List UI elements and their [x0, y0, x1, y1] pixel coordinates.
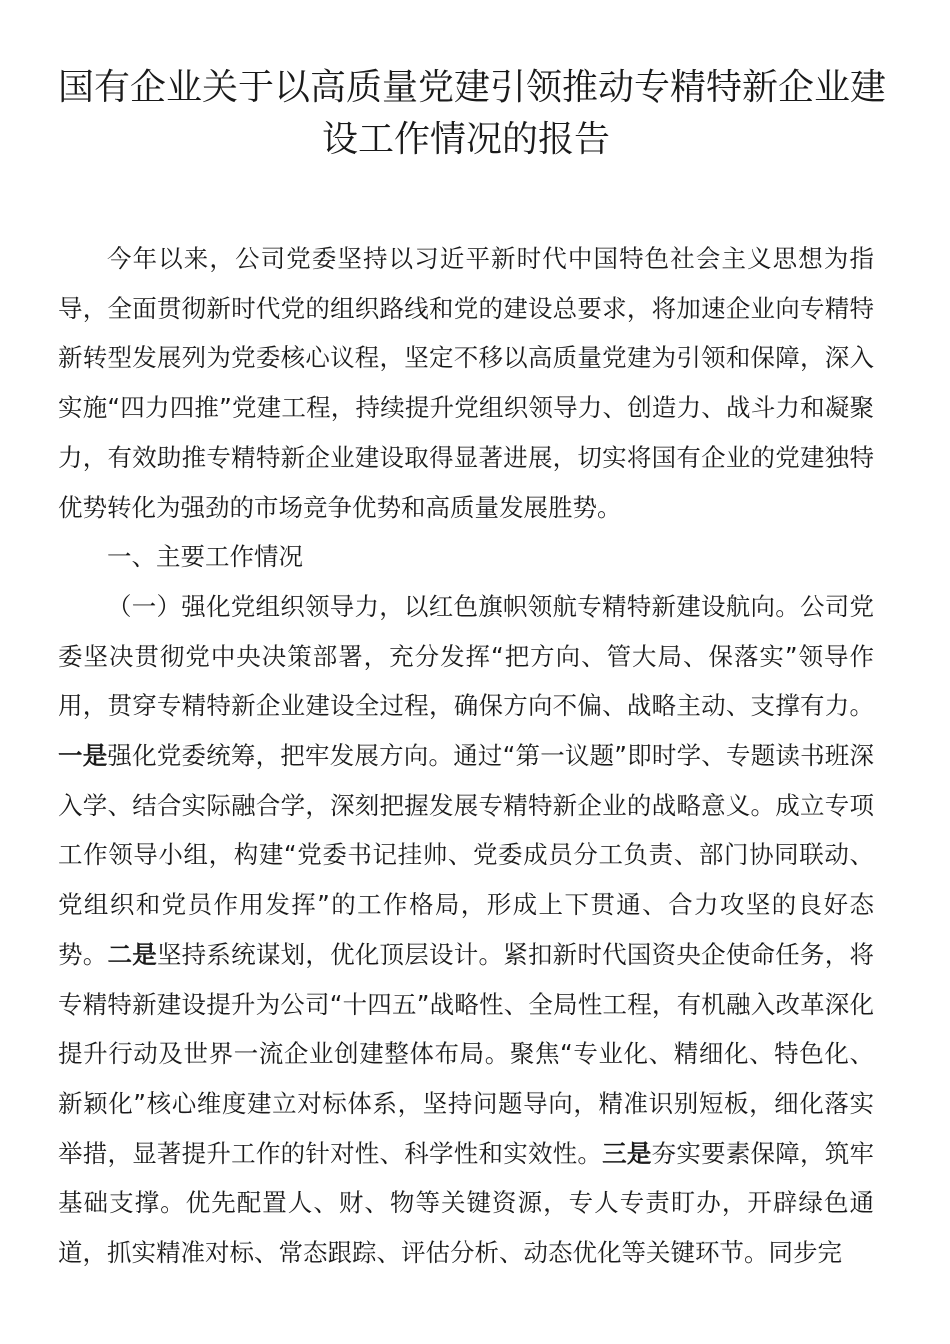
section-1-1-paragraph: [58, 582, 874, 1278]
point-3-label: 三是: [602, 1138, 652, 1168]
point-1-text: 强化党委统筹，把牢发展方向。通过“第一议题”即时学、专题读书班深入学、结合实际融合学，深刻把握发展专精特新企业的战略意义。成立专项工作领导小组，构建“党委书记挂帅、党委成员分工负责、部门协同联动、党组织和党员作用发挥”的工作格局，形成上下贯通、合力攻坚的良好态势。: [58, 741, 874, 969]
title-line-2: 设工作情况的报告: [321, 119, 610, 160]
title-line-1: 国有企业关于以高质量党建引领推动专精特新企业建: [58, 67, 887, 108]
point-2-label: 二是: [107, 939, 157, 969]
document-body: [58, 234, 874, 1278]
intro-paragraph: 今年以来，公司党委坚持以习近平新时代中国特色社会主义思想为指导，全面贯彻新时代党的组织路线和党的建设总要求，将加速企业向专精特新转型发展列为党委核心议程，坚定不移以高质量党建为引领和保障，深入实施“四力四推”党建工程，持续提升党组织领导力、创造力、战斗力和凝聚力，有效助推专精特新企业建设取得显著进展，切实将国有企业的党建独特优势转化为强劲的市场竞争优势和高质量发展胜势。: [58, 244, 874, 522]
section-1-1-lead: （一）强化党组织领导力，以红色旗帜领航专精特新建设航向。公司党委坚决贯彻党中央决策部署，充分发挥“把方向、管大局、保落实”领导作用，贯穿专精特新企业建设全过程，确保方向不偏、战略主动、支撑有力。: [58, 591, 874, 721]
point-1-label: 一是: [58, 741, 108, 771]
point-2-text: 坚持系统谋划，优化顶层设计。紧扣新时代国资央企使命任务，将专精特新建设提升为公司“十四五”战略性、全局性工程，有机融入改革深化提升行动及世界一流企业创建整体布局。聚焦“专业化、精细化、特色化、新颖化”核心维度建立对标体系，坚持问题导向，精准识别短板，细化落实举措，显著提升工作的针对性、科学性和实效性。: [58, 939, 874, 1168]
section-heading-main-work: 一、主要工作情况: [107, 542, 303, 572]
point-3-text: 夯实要素保障，筑牢基础支撑。优先配置人、财、物等关键资源，专人专责盯办，开辟绿色通道，抓实精准对标、常态跟踪、评估分析、动态优化等关键环节。同步完: [58, 1138, 874, 1268]
document-title: [58, 62, 887, 166]
